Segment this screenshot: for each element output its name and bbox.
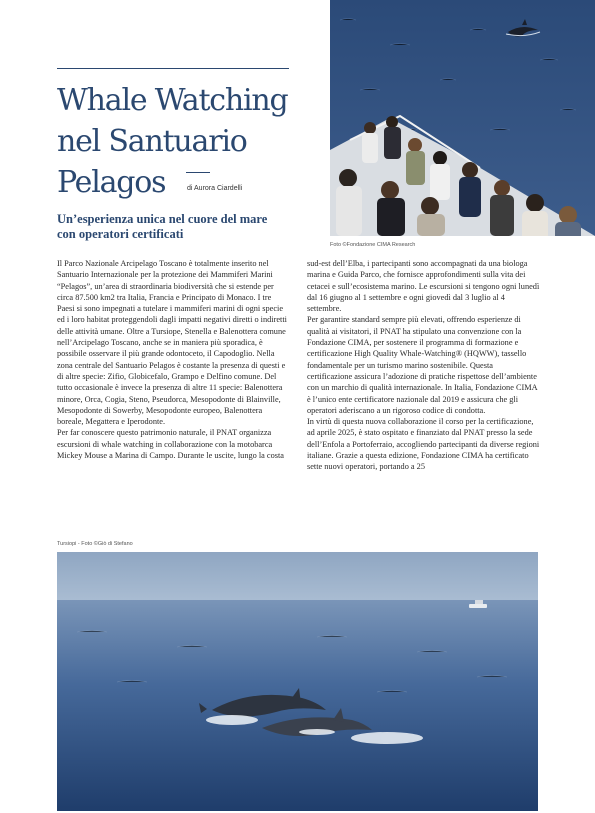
sky bbox=[57, 552, 538, 600]
dolphins-illustration bbox=[57, 552, 538, 811]
bottom-photo-caption: Tursiopi - Foto ©Giò di Stefano bbox=[57, 541, 133, 547]
article-subtitle: Un’esperienza unica nel cuore del mare con operatori certificati bbox=[57, 212, 268, 241]
paragraph: In virtù di questa nuova collaborazione il corso per la certificazione, ad aprile 2025, è stato ospitato e finanziato dal PNAT presso la sede dell’Enfola a Portoferraio, accogliendo partecipanti da diverse regioni italiane. Grazie a questa edizione, Fondazione CIMA ha certificato sette nuovi operatori, portando a 25 bbox=[307, 417, 540, 472]
paragraph: Il Parco Nazionale Arcipelago Toscano è totalmente inserito nel Santuario Internazionale per la protezione dei Mammiferi Marini “Pelagos”, un’area di straordinaria biodiversità che si estende per circa 87.500 km2 tra Italia, Francia e Principato di Monaco. I tre Paesi si sono impegnati a tutelare i mammiferi marini di ogni specie ed i loro habitat proteggendoli dagli impatti negativi diretti o indiretti delle attività umane. Oltre a Tursiope, Stenella e Balenottera comune nell’Arcipelago Toscano, anche se in maniera più sporadica, è possibile osservare il più grande odontoceto, il Capodoglio. Nella zona centrale del Santuario Pelagos è costante la presenza di questi e di altre specie: Zifio, Globicefalo, Grampo e Delfino comune. Del tutto occasionale è invece la presenza di altre 11 specie: Balenottera minore, Orca, Cogia, Steno, Pseudorca, Mesopodonte di Blainville, Mesopodonte di Sowerby, Mesopodonte europeo, Balenottera boreale, Megattera e Iperodonte. bbox=[57, 259, 287, 427]
whale-watchers-illustration bbox=[330, 0, 595, 236]
body-column-right bbox=[307, 258, 540, 473]
paragraph: Per garantire standard sempre più elevati, offrendo esperienze di qualità ai visitatori, il PNAT ha stipulato una convenzione con la Fondazione CIMA, per sostenere il programma di formazione e certificazione High Quality Whale-Watching® (HQWW), tassello fondamentale per un turismo marino sostenibile. Questa certificazione assicura l’adozione di pratiche rispettose dell’ambiente con un marchio di qualità internazionale. In Italia, Fondazione CIMA è l’unico ente certificatore nazionale dal 2019 e assicura che gli operatori aderiscano a un rigoroso codice di condotta. bbox=[307, 315, 538, 415]
article-title: Whale Watching nel Santuario Pelagos bbox=[57, 83, 288, 200]
body-column-left bbox=[57, 258, 290, 461]
photo-whale-watchers bbox=[330, 0, 595, 236]
photo-dolphins bbox=[57, 552, 538, 811]
top-photo-caption: Foto ©Fondazione CIMA Research bbox=[330, 242, 416, 248]
paragraph: sud-est dell’Elba, i partecipanti sono accompagnati da una biologa marina e Guida Parco, che fornisce approfondimenti sulla vita dei cetacei e sull’ecosistema marino. Le escursioni si tengono ogni lunedì dal 16 giugno al 1 settembre e ogni giovedì dal 3 luglio al 4 settembre. bbox=[307, 259, 540, 314]
paragraph: Per far conoscere questo patrimonio naturale, il PNAT organizza escursioni di whale watching in collaborazione con la motobarca Mickey Mouse a Marina di Campo. Durante le uscite, lungo la costa bbox=[57, 428, 284, 461]
byline-dash bbox=[186, 172, 210, 173]
article-byline: di Aurora Ciardelli bbox=[187, 185, 243, 192]
title-rule bbox=[57, 68, 289, 69]
